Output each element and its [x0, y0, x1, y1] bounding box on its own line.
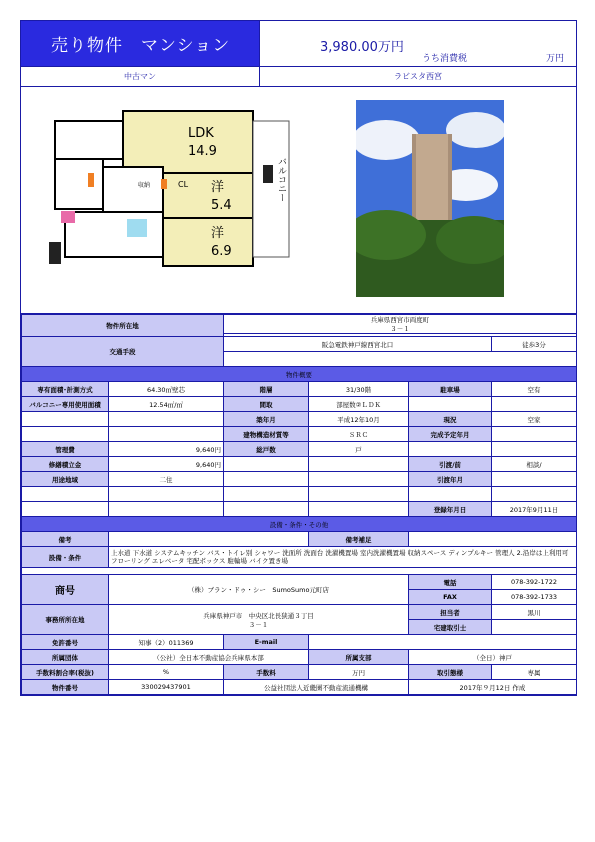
- created-date: 2017年９月12日 作成: [409, 680, 577, 695]
- room2-label: 洋: [211, 226, 225, 241]
- room1-label: 洋: [211, 180, 225, 195]
- room2-size: 6.9: [211, 244, 232, 259]
- overview-title: 物件概要: [22, 367, 577, 382]
- ldk-size: 14.9: [188, 144, 217, 159]
- company-address: 兵庫県神戸市 中央区北長狭通３丁目 ３－１: [109, 605, 409, 635]
- walk: 徒歩3分: [492, 337, 577, 352]
- floor-plan: [35, 107, 305, 277]
- property-sheet: [20, 20, 577, 696]
- equipment-list: 上水道 下水道 システムキッチン バス・トイレ別 シャワー 洗面所 洗面台 洗濯機置場 室内洗濯機置場 収納スペース ディンプルキー 管理人 2.沿岸は上利用可 フローリング エレベータ 宅配ボックス 駐輪場 バイク置き場: [109, 547, 577, 568]
- transport-label: 交通手段: [22, 337, 224, 367]
- building-name: ラビスタ西宮: [394, 72, 442, 81]
- property-kind: 中古マン: [21, 67, 260, 86]
- company-tel: 078-392-1722: [492, 575, 577, 590]
- association: 公益社団法人近畿圏不動産流通機構: [224, 680, 409, 695]
- sub-header: [21, 67, 576, 87]
- price-box: [259, 21, 576, 66]
- facilities-title: 設備・条件・その他: [22, 517, 577, 532]
- property-id: 330029437901: [109, 680, 224, 695]
- tax-label: うち消費税: [422, 54, 468, 64]
- route: 阪急電鉄神戸線西宮北口: [224, 337, 492, 352]
- info-table: 物件所在地 兵庫県西宮市両度町 ３－１ 交通手段 阪急電鉄神戸線西宮北口 徒歩3分 物件概要 専有面積･計測方式 64.30㎡壁芯 階層 31/30階 駐車場 空有 バルコニー専用使用面積 12.54㎡/㎡ 間取 部屋数②ＬＤＫ 築年月 平成12年10月 現況 空家 建物構造材質等 ＳＲＣ 完成予定年月 管理費 9,640円 総戸数 戸 修繕積立金 9,640円 引渡/前 相談/ 用途地域 二住 引渡年月 登録年月日 2017年9月11日 設備・条件・その他 備考 備考補足 設備・条件 上水道 下水道 システムキッチン バス・トイレ別 シャワー 洗面所 洗面台 洗濯機置場 室内洗濯機置場 収納スペース ディンプルキー 管理人 2.沿岸は上利用可 フローリング エレベータ 宅配ボックス 駐輪場 バイク置き場 商号 （株）ブラン・ドゥ・シー SumoSumo元町店 電話 078-392-1722 FAX 078-392-1733 事務所所在地 兵庫県神戸市 中央区北長狭通３丁目 ３－１ 担当者 黒川 宅建取引士 免許番号 知事（2）011369 E-mail 所属団体 （公社）全日本不動産協会兵庫県本部 所属支部 （全日）神戸 手数料割合率(税抜) % 手数料 万円 取引態様 専属 物件番号 330029437901 公益社団法人近畿圏不動産流通機構 2017年９月12日 作成: [21, 314, 577, 695]
- tax-unit: 万円: [545, 54, 564, 64]
- ldk-label: LDK: [188, 126, 214, 141]
- location-value: 兵庫県西宮市両度町 ３－１: [224, 315, 577, 334]
- company-name: （株）ブラン・ドゥ・シー SumoSumo元町店: [109, 575, 409, 605]
- room1-size: 5.4: [211, 198, 232, 213]
- images-area: [21, 87, 576, 314]
- storage-label: 収納: [138, 182, 151, 189]
- header-title: 売り物件 マンション: [21, 21, 259, 66]
- company-fax: 078-392-1733: [492, 590, 577, 605]
- cl-label: CL: [178, 180, 189, 189]
- location-label: 物件所在地: [22, 315, 224, 337]
- building-photo: [356, 100, 504, 297]
- header: [21, 21, 576, 67]
- price: 3,980.00万円: [320, 40, 404, 55]
- balcony-label: バルコニー: [276, 157, 286, 202]
